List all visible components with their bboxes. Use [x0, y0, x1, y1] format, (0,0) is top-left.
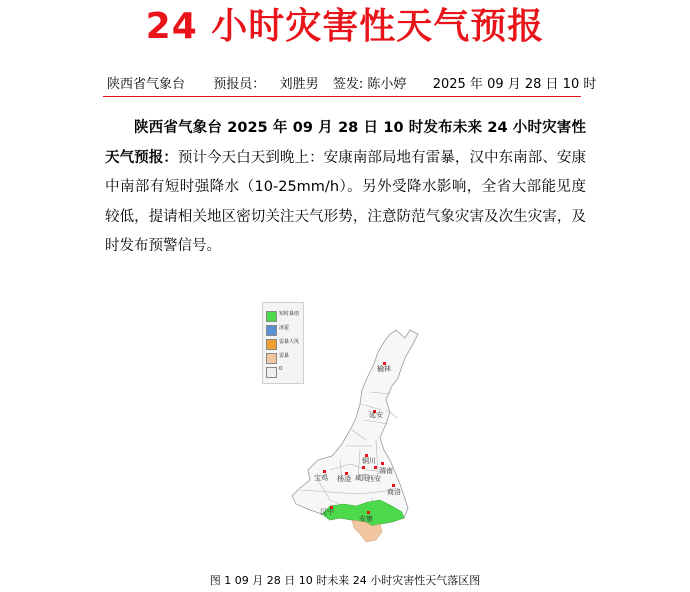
legend-label: 短时暴雨: [279, 311, 300, 317]
figure-caption: 图 1 09 月 28 日 10 时未来 24 小时灾害性天气落区图: [209, 574, 481, 587]
city-label-hanzhong: 汉中: [320, 508, 334, 516]
city-label-baoji: 宝鸡: [314, 474, 328, 482]
forecaster-name: 刘胜男: [279, 77, 319, 92]
forecast-text: 预计今天白天到晚上：安康南部局地有雷暴，汉中东南部、安康中南部有短时强降水（10-25mm/h）。另外受降水影响，全省大部能见度较低，提请相关地区密切关注天气形势，注意防范气象灾害及次生灾害，及时发布预警信号。: [105, 149, 586, 254]
legend-label: 0: [279, 366, 283, 372]
city-marker: [362, 466, 365, 469]
header-divider: [103, 96, 581, 97]
city-label-weinan: 渭南: [379, 467, 393, 475]
forecast-lead: 陕西省气象台 2025 年 09 月 28 日 10 时发布未来 24 小时灾害性天气预报：: [105, 120, 586, 166]
city-label-yangling: 杨凌: [337, 475, 351, 483]
agency-name: 陕西省气象台: [107, 77, 186, 92]
city-label-yulin: 榆林: [377, 365, 391, 373]
forecaster-label: 预报员：: [213, 77, 266, 92]
city-label-yanan: 延安: [369, 411, 383, 419]
city-label-xian: 西安: [367, 475, 381, 483]
city-label-shangluo: 商洛: [387, 488, 401, 496]
shaanxi-forecast-map: [258, 300, 458, 550]
forecast-paragraph: [105, 114, 586, 262]
signer-label: 签发:: [332, 77, 364, 92]
header-info-line: [107, 76, 597, 94]
city-label-xianyang: 咸阳: [355, 474, 369, 482]
legend-label: 冰雹: [279, 325, 290, 331]
city-marker: [374, 466, 377, 469]
legend-label: 雷暴大风: [279, 339, 300, 345]
issue-datetime: 2025 年 09 月 28 日 10 时: [432, 77, 597, 92]
signer-name: 陈小婷: [367, 77, 407, 92]
page-title: 24 小时灾害性天气预报: [145, 6, 545, 47]
legend-label: 雷暴: [279, 353, 290, 359]
city-label-tongchuan: 铜川: [362, 457, 376, 465]
city-marker: [381, 462, 384, 465]
city-label-ankang: 安康: [359, 515, 373, 523]
